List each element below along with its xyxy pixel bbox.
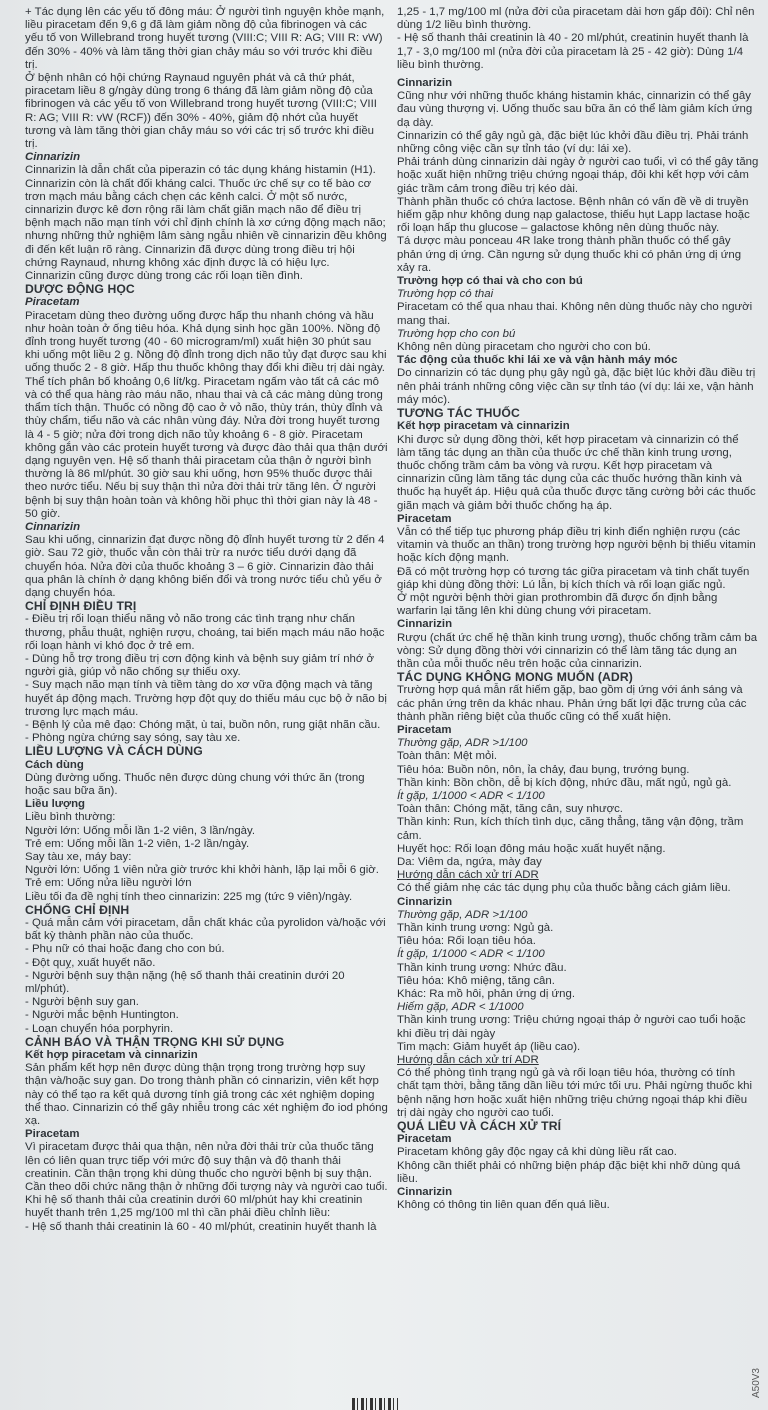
warning-piracetam-label: Piracetam — [25, 1128, 80, 1141]
dose-adjust-line: - Hệ số thanh thải creatinin là 40 - 20 ml/phút, creatinin huyết thanh là 1,7 - 3,0 mg/100 ml (nửa đời của piracetam là 25 - 42 giờ): Dùng 1/4 liều bình thường. — [397, 32, 749, 71]
adr-management-text: Có thể giảm nhẹ các tác dụng phụ của thuốc bằng cách giảm liều. — [397, 882, 731, 895]
contraindication-item: - Quá mẫn cảm với piracetam, dẫn chất khác của pyrolidon và/hoặc với bất kỳ thành phần nào của thuốc. — [25, 917, 386, 943]
adr-frequency: Ít gặp, 1/1000 < ADR < 1/100 — [397, 948, 545, 961]
contraindication-item: - Đột quỵ, xuất huyết não. — [25, 956, 156, 969]
warning-cinnarizin-text: Cũng như với những thuốc kháng histamin khác, cinnarizin có thể gây đau vùng thượng vị. Uống thuốc sau bữa ăn có thể làm giảm kích ứng dạ dày. — [397, 90, 753, 129]
warning-combo-text: Sản phẩm kết hợp nên được dùng thận trọng trong trường hợp suy thận và/hoặc suy gan. Do trong thành phần có cinnarizin, viên kết hợp này có thể tạo ra kết quả dương tính giả trong các xét nghiệm doping thể thao. Cinnarizin có thể gây nhiễu trong các xét nghiệm đo iod phóng xạ. — [25, 1062, 388, 1128]
lactation-sub: Trường hợp cho con bú — [397, 327, 516, 340]
adr-item: Thần kinh: Bồn chồn, dễ bị kích động, nhức đầu, mất ngủ, ngủ gà. — [397, 776, 732, 789]
indication-item: - Phòng ngừa chứng say sóng, say tàu xe. — [25, 732, 241, 745]
cinnarizin-text-2: Cinnarizin còn là chất đối kháng calci. Thuốc ức chế sự co tế bào cơ trơn mạch máu bằng cách chẹn các kênh calci. Ở một số nước, cinnarizin được kê đơn rộng rãi làm chất giãn mạch não để điều trị bệnh mạch não mạn tính với chỉ định chính là xơ cứng động mạch não; nhưng những thử nghiệm lâm sàng ngẫu nhiên về cinnarizin đều không đi đến kết luận rõ ràng. Cinnarizin đã được dùng trong điều trị hội chứng Raynaud, nhưng không xác định được là có hiệu lực. — [25, 177, 387, 269]
adr-frequency: Thường gặp, ADR >1/100 — [397, 908, 528, 921]
pk-cinnarizin-label: Cinnarizin — [25, 520, 81, 533]
adr-item: Thần kinh trung ương: Ngủ gà. — [397, 922, 554, 935]
adr-intro: Trường hợp quá mẫn rất hiếm gặp, bao gồm dị ứng với ánh sáng và các phản ứng trên da khác nhau. Phản ứng bất lợi đặc trưng của các thành phần riêng biệt của thuốc cũng có thể xuất hiện. — [397, 684, 747, 723]
warning-piracetam-text: Vì piracetam được thải qua thận, nên nửa đời thải trừ của thuốc tăng lên có liên quan trực tiếp với mức độ suy thận và độ thanh thải creatinin. Cần thận trọng khi dùng thuốc cho người bệnh bị suy thận. Cần theo dõi chức năng thận ở những đối tượng này và người cao tuổi. — [25, 1141, 388, 1194]
dosage-line: Liều bình thường: — [25, 811, 116, 824]
contraindication-item: - Loạn chuyển hóa porphyrin. — [25, 1022, 174, 1035]
section-warnings: CẢNH BÁO VÀ THẬN TRỌNG KHI SỬ DỤNG — [25, 1034, 285, 1049]
cinnarizin-text-3: Cinnarizin cũng được dùng trong các rối loạn tiền đình. — [25, 270, 303, 283]
adr-management-label: Hướng dẫn cách xử trí ADR — [397, 1054, 539, 1067]
pk-cinnarizin-text: Sau khi uống, cinnarizin đạt được nồng độ đỉnh huyết tương từ 2 đến 4 giờ. Sau 72 giờ, thuốc vẫn còn thải trừ ra nước tiểu dưới dạng đã chuyển hóa. Nửa đời của thuốc khoảng 3 – 6 giờ. Cinnarizin đào thải qua phân là chính ở dạng không biến đổi và trong nước tiểu chủ yếu ở dạng chuyển hóa. — [25, 534, 385, 599]
adr-management-text: Có thể phòng tình trạng ngủ gà và rối loạn tiêu hóa, thường có tính chất tạm thời, bằng tăng dần liều tới mức tối ưu. Phải ngừng thuốc khi bệnh nặng hơn hoặc xuất hiện những triệu chứng ngoại tháp khi điều trị dài ngày cho người cao tuổi. — [397, 1067, 753, 1119]
dose-adjust-line: 1,25 - 1,7 mg/100 ml (nửa đời của piracetam dài hơn gấp đôi): Chỉ nên dùng 1/2 liều bình thường. — [397, 6, 755, 32]
adr-cinnarizin-label: Cinnarizin — [397, 895, 453, 908]
interaction-cinnarizin-text: Rượu (chất ức chế hệ thần kinh trung ương), thuốc chống trầm cảm ba vòng: Sử dụng đồng thời với cinnarizin có thể làm tăng tác dụng an thần của mỗi thuốc nêu trên hoặc của cinnarizin. — [397, 631, 758, 670]
left-column — [25, 6, 388, 1234]
pregnancy-text: Piracetam có thể qua nhau thai. Không nên dùng thuốc này cho người mang thai. — [397, 301, 753, 327]
interaction-cinnarizin-label: Cinnarizin — [397, 618, 453, 631]
pregnancy-sub: Trường hợp có thai — [397, 288, 494, 301]
warning-combo-label: Kết hợp piracetam và cinnarizin — [25, 1049, 198, 1062]
adr-item: Tiêu hóa: Khô miệng, tăng cân. — [397, 974, 555, 987]
cinnarizin-pharmacology-label: Cinnarizin — [25, 151, 81, 164]
driving-text: Do cinnarizin có tác dụng phụ gây ngủ gà, đặc biệt lúc khởi đầu điều trị nên phải tránh những công việc cần sự tỉnh táo (ví dụ: lái xe, vận hành máy móc). — [397, 367, 756, 406]
section-pharmacokinetics: DƯỢC ĐỘNG HỌC — [25, 282, 135, 297]
adr-item: Khác: Ra mồ hôi, phản ứng dị ứng. — [397, 988, 575, 1001]
overdose-cinnarizin-label: Cinnarizin — [397, 1186, 453, 1199]
dosage-line: Trẻ em: Uống mỗi lần 1-2 viên, 1-2 lần/ngày. — [25, 837, 250, 850]
indication-item: - Suy mạch não mạn tính và tiềm tàng do xơ vữa động mạch và tăng huyết áp động mạch. Trường hợp đột quỵ do thiếu máu cục bộ ở não bị trương lực mạch máu. — [25, 679, 387, 718]
adr-management-label: Hướng dẫn cách xử trí ADR — [397, 869, 539, 882]
dosage-howto-label: Cách dùng — [25, 758, 84, 771]
pregnancy-label: Trường hợp có thai và cho con bú — [397, 275, 583, 288]
adr-frequency: Ít gặp, 1/1000 < ADR < 1/100 — [397, 789, 545, 802]
overdose-cinnarizin-text: Không có thông tin liên quan đến quá liều. — [397, 1199, 610, 1212]
section-indications: CHỈ ĐỊNH ĐIỀU TRỊ — [25, 599, 137, 614]
indication-item: - Bệnh lý của mê đạo: Chóng mặt, ù tai, buồn nôn, rung giật nhãn cầu. — [25, 718, 381, 731]
adr-item: Thần kinh trung ương: Nhức đầu. — [397, 961, 567, 974]
section-contraindications: CHỐNG CHỈ ĐỊNH — [25, 902, 130, 917]
adr-frequency: Thường gặp, ADR >1/100 — [397, 737, 528, 750]
driving-label: Tác động của thuốc khi lái xe và vận hành máy móc — [397, 354, 678, 367]
section-interactions: TƯƠNG TÁC THUỐC — [397, 406, 520, 421]
adr-item: Toàn thân: Mệt mỏi. — [397, 750, 498, 763]
pk-piracetam-text: Piracetam dùng theo đường uống được hấp thu nhanh chóng và hầu như hoàn toàn ở ống tiêu hóa. Khả dụng sinh học gần 100%. Nồng độ đỉnh trong huyết tương (40 - 60 microgram/ml) xuất hiện 30 phút sau khi uống một liều 2 g. Nồng độ đỉnh trong dịch não tủy đạt được sau khi uống thuốc 2 - 8 giờ. Hấp thu thuốc không thay đổi khi điều trị dài ngày. Thể tích phân bố khoảng 0,6 lít/kg. Piracetam ngấm vào tất cả các mô và có thể qua hàng rào máu não, nhau thai và cả các màng dùng trong thẩm tích thận. Thuốc có nồng độ cao ở vỏ não, thùy trán, thùy đỉnh và thùy chẩm, tiểu não và các nhân vùng đáy. Nửa đời trong huyết tương là 4 - 5 giờ; nửa đời trong dịch não tủy khoảng 6 - 8 giờ. Piracetam không gắn vào các protein huyết tương và được đào thải qua thận dưới dạng nguyên vẹn. Hệ số thanh thải piracetam của thận ở người bình thường là 86 ml/phút. 30 giờ sau khi uống, hơn 95% thuốc được thải theo nước tiểu. Nếu bị suy thận thì nửa đời thải trừ tăng lên. Ở người bệnh bị suy thận hoàn toàn và không hồi phục thì thời gian này là 48 - 50 giờ. — [25, 309, 388, 520]
warning-cinnarizin-label: Cinnarizin — [397, 77, 453, 90]
indication-item: - Dùng hỗ trợ trong điều trị cơn động kinh và bệnh suy giảm trí nhớ ở người già, giúp vỏ não chống sự thiếu oxy. — [25, 652, 374, 679]
contraindication-item: - Phụ nữ có thai hoặc đang cho con bú. — [25, 943, 225, 956]
contraindication-item: - Người bệnh suy gan. — [25, 996, 139, 1009]
lactation-text: Không nên dùng piracetam cho người cho con bú. — [397, 341, 651, 354]
warning-piracetam-text: Khi hệ số thanh thải của creatinin dưới 60 ml/phút hay khi creatinin huyết thanh trên 1,25 mg/100 ml thì cần phải điều chỉnh liều: — [25, 1194, 363, 1220]
warning-cinnarizin-text: Tá dược màu ponceau 4R lake trong thành phần thuốc có thể gây phản ứng dị ứng. Cần ngưng sử dụng thuốc khi có phản ứng dị ứng xảy ra. — [397, 235, 742, 274]
pk-piracetam-label: Piracetam — [25, 296, 80, 309]
warning-cinnarizin-text: Phải tránh dùng cinnarizin dài ngày ở người cao tuổi, vì có thể gây tăng hoặc xuất hiện những triệu chứng ngoại tháp, đôi khi kết hợp với cảm giác trầm cảm trong điều trị kéo dài. — [397, 156, 759, 195]
overdose-piracetam-text: Piracetam không gây độc ngay cả khi dùng liều rất cao. — [397, 1146, 677, 1159]
effects-coagulation: + Tác dụng lên các yếu tố đông máu: Ở người tình nguyện khỏe mạnh, liều piracetam đến 9,6 g đã làm giảm nồng độ của fibrinogen và các yếu tố von Willebrand trong huyết tương (VIII:C; VIII R: AG; VIII R: vW) đến 30% - 40% và làm tăng thời gian chảy máu so với trước khi điều trị. — [25, 6, 385, 71]
interaction-combo-label: Kết hợp piracetam và cinnarizin — [397, 420, 570, 433]
section-overdose: QUÁ LIỀU VÀ CÁCH XỬ TRÍ — [397, 1119, 562, 1134]
adr-frequency: Hiếm gặp, ADR < 1/1000 — [397, 1001, 524, 1014]
indication-item: - Điều trị rối loạn thiểu năng vỏ não trong các tình trạng như chấn thương, phẫu thuật, nghiện rượu, choáng, tai biến mạch máu não hoặc rối loạn hành vi khó đọc ở trẻ em. — [25, 613, 385, 652]
adr-item: Tim mạch: Giảm huyết áp (liều cao). — [397, 1040, 581, 1053]
interaction-piracetam-label: Piracetam — [397, 512, 452, 525]
adr-piracetam-label: Piracetam — [397, 723, 452, 736]
dosage-amount-label: Liều lượng — [25, 798, 86, 811]
dosage-line: Người lớn: Uống mỗi lần 1-2 viên, 3 lần/ngày. — [25, 824, 256, 837]
contraindication-item: - Người bệnh suy thận nặng (hệ số thanh thải creatinin dưới 20 ml/phút). — [25, 969, 345, 996]
dosage-line: Say tàu xe, máy bay: — [25, 851, 132, 863]
adr-item: Tiêu hóa: Rối loạn tiêu hóa. — [397, 935, 536, 948]
warning-piracetam-text: - Hệ số thanh thải creatinin là 60 - 40 ml/phút, creatinin huyết thanh là — [25, 1220, 377, 1233]
barcode-strip — [352, 1398, 398, 1410]
dosage-line: Trẻ em: Uống nửa liều người lớn — [25, 877, 192, 890]
adr-item: Thần kinh: Run, kích thích tình dục, căng thẳng, tăng vận động, trầm cảm. — [397, 816, 744, 842]
reference-code: A50V3 — [751, 1368, 762, 1399]
section-adverse-reactions: TÁC DỤNG KHÔNG MONG MUỐN (ADR) — [397, 670, 633, 685]
adr-item: Da: Viêm da, ngứa, mày đay — [397, 856, 542, 868]
adr-item: Tiêu hóa: Buồn nôn, nôn, ỉa chảy, đau bụng, trướng bụng. — [397, 763, 690, 776]
interaction-piracetam-text: Vẫn có thể tiếp tục phương pháp điều trị kinh điển nghiện rượu (các vitamin và thuốc an thần) trong trường hợp người bệnh bị thiếu vitamin hoặc kích động mạnh. — [397, 525, 756, 565]
interaction-piracetam-text: Đã có một trường hợp có tương tác giữa piracetam và tinh chất tuyến giáp khi dùng đồng thời: Lú lẫn, bị kích thích và rối loạn giấc ngủ. — [397, 565, 750, 591]
adr-item: Huyết học: Rối loạn đông máu hoặc xuất huyết nặng. — [397, 842, 666, 855]
effects-raynaud: Ở bệnh nhân có hội chứng Raynaud nguyên phát và cả thứ phát, piracetam liều 8 g/ngày dùng trong 6 tháng đã làm giảm nồng độ của fibrinogen và các yếu tố von Willebrand trong huyết tương (VIII:C; VIII R: AG; VIII R: vW (RCF)) đến 30% - 40%, giảm độ nhớt của huyết tương và làm tăng thời gian chảy máu so với các trị số trước khi điều trị. — [25, 72, 377, 151]
dosage-line: Người lớn: Uống 1 viên nửa giờ trước khi khởi hành, lặp lại mỗi 6 giờ. — [25, 864, 379, 877]
dosage-howto-text: Dùng đường uống. Thuốc nên được dùng chung với thức ăn (trong hoặc sau bữa ăn). — [25, 771, 365, 797]
right-column — [397, 6, 759, 1212]
overdose-piracetam-text: Không cần thiết phải có những biện pháp đặc biệt khi nhỡ dùng quá liều. — [397, 1159, 741, 1185]
overdose-piracetam-label: Piracetam — [397, 1133, 452, 1146]
contraindication-item: - Người mắc bệnh Huntington. — [25, 1009, 179, 1022]
warning-cinnarizin-text: Cinnarizin có thể gây ngủ gà, đặc biệt lúc khởi đầu điều trị. Phải tránh những công việc cần sự tỉnh táo (ví dụ: lái xe). — [397, 129, 749, 156]
dosage-line: Liều tối đa đề nghị tính theo cinnarizin: 225 mg (tức 9 viên)/ngày. — [25, 890, 353, 903]
cinnarizin-text-1: Cinnarizin là dẫn chất của piperazin có tác dụng kháng histamin (H1). — [25, 164, 376, 177]
section-dosage: LIỀU LƯỢNG VÀ CÁCH DÙNG — [25, 744, 203, 759]
warning-cinnarizin-text: Thành phần thuốc có chứa lactose. Bệnh nhân có vấn đề về di truyền hiếm gặp như không dung nạp galactose, thiếu hụt Lapp lactase hoặc rối loạn hấp thu glucose – galactose không nên dùng thuốc này. — [397, 195, 750, 235]
adr-item: Toàn thân: Chóng mặt, tăng cân, suy nhược. — [397, 803, 623, 816]
interaction-combo-text: Khi được sử dụng đồng thời, kết hợp piracetam và cinnarizin có thể làm tăng tác dụng an thần của thuốc ức chế thần kinh trung ương, thuốc chống trầm cảm ba vòng và rượu. Kết hợp piracetam và cinnarizin cũng làm tăng tác dụng của các thuốc hướng thần kinh và thuốc hạ huyết áp. Hiệu quả của thuốc được tăng cường bởi các thuốc giãn mạch và giảm bởi thuốc chống hạ áp. — [397, 433, 756, 512]
adr-item: Thần kinh trung ương: Triệu chứng ngoại tháp ở người cao tuổi hoặc khi điều trị dài ngày — [397, 1014, 746, 1040]
interaction-piracetam-text: Ở một người bệnh thời gian prothrombin đã được ổn định bằng warfarin lại tăng lên khi dùng chung với piracetam. — [397, 591, 718, 618]
